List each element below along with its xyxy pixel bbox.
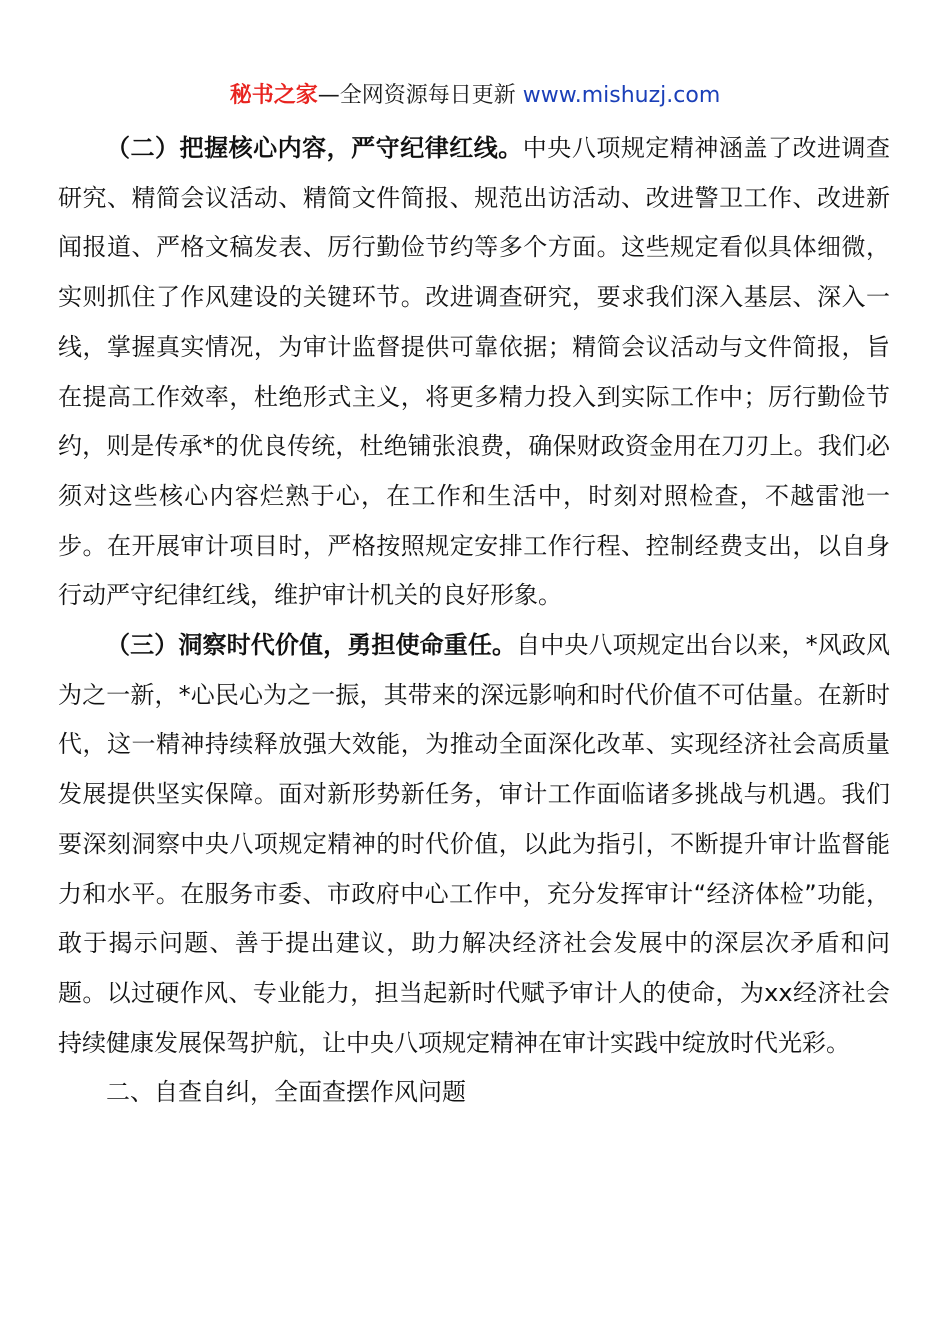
paragraph-lead-heading: （二）把握核心内容，严守纪律红线。 <box>106 134 523 162</box>
paragraph-lead-heading: （三）洞察时代价值，勇担使命重任。 <box>106 631 517 660</box>
paragraph-era-value <box>58 621 890 1068</box>
document-body <box>58 124 890 1118</box>
site-header <box>0 80 950 112</box>
paragraph-text: 自中央八项规定出台以来，*风政风为之一新，*心民心为之一振，其带来的深远影响和时代价值不可估量。在新时代，这一精神持续释放强大效能，为推动全面深化改革、实现经济社会高质量发展提供坚实保障。面对新形势新任务，审计工作面临诸多挑战与机遇。我们要深刻洞察中央八项规定精神的时代价值，以此为指引，不断提升审计监督能力和水平。在服务市委、市政府中心工作中，充分发挥审计“经济体检”功能，敢于揭示问题、善于提出建议，助力解决经济社会发展中的深层次矛盾和问题。以过硬作风、专业能力，担当起新时代赋予审计人的使命，为xx经济社会持续健康发展保驾护航，让中央八项规定精神在审计实践中绽放时代光彩。 <box>58 631 890 1057</box>
paragraph-text: 中央八项规定精神涵盖了改进调查研究、精简会议活动、精简文件简报、规范出访活动、改进警卫工作、改进新闻报道、严格文稿发表、厉行勤俭节约等多个方面。这些规定看似具体细微，实则抓住了作风建设的关键环节。改进调查研究，要求我们深入基层、深入一线，掌握真实情况，为审计监督提供可靠依据；精简会议活动与文件简报，旨在提高工作效率，杜绝形式主义，将更多精力投入到实际工作中；厉行勤俭节约，则是传承*的优良传统，杜绝铺张浪费，确保财政资金用在刀刃上。我们必须对这些核心内容烂熟于心，在工作和生活中，时刻对照检查，不越雷池一步。在开展审计项目时，严格按照规定安排工作行程、控制经费支出，以自身行动严守纪律红线，维护审计机关的良好形象。 <box>58 134 891 610</box>
paragraph-discipline <box>58 124 890 621</box>
header-tagline: —全网资源每日更新 <box>317 83 516 108</box>
site-url-link[interactable]: www.mishuzj.com <box>522 83 721 108</box>
brand-name: 秘书之家 <box>229 83 318 108</box>
section-heading: 二、自查自纠，全面查摆作风问题 <box>106 1078 466 1107</box>
